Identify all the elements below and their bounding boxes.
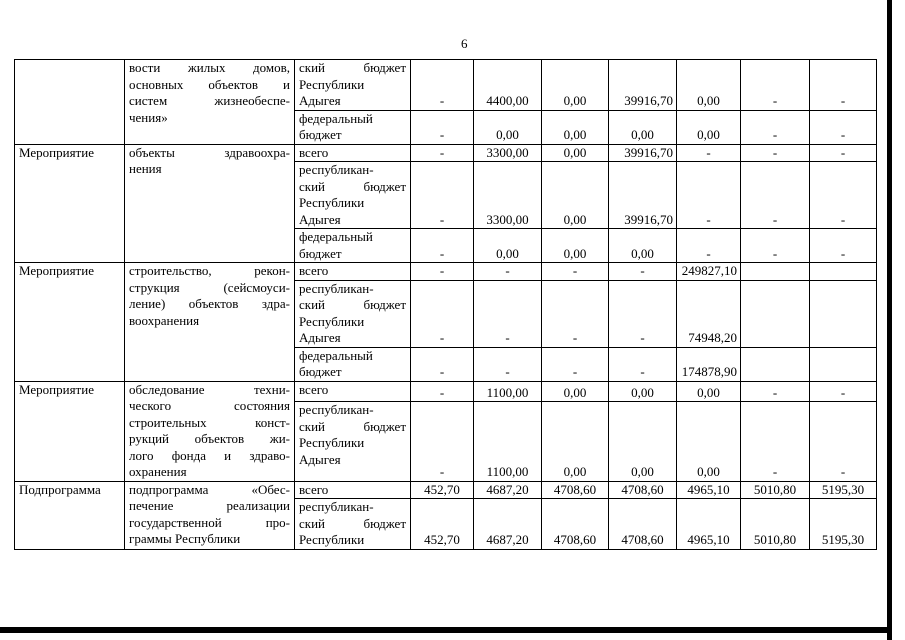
amount-cell: 5195,30	[810, 499, 877, 550]
amount-cell: 1100,00	[474, 402, 542, 481]
amount-cell: 4708,60	[542, 499, 609, 550]
funding-source-line: Адыгея	[299, 93, 341, 108]
measure-description-line: чения»	[129, 109, 168, 125]
measure-description-cell	[125, 263, 295, 382]
amount-cell: -	[411, 280, 474, 347]
measure-type-cell	[15, 60, 125, 145]
measure-type-cell	[15, 481, 125, 549]
amount-cell: -	[810, 162, 877, 229]
measure-type: Мероприятие	[19, 381, 94, 397]
amount-cell: -	[741, 110, 810, 144]
measure-description-line: печение реализации	[129, 498, 290, 513]
funding-source-line: всего	[299, 381, 329, 397]
funding-source-line: всего	[299, 144, 329, 160]
measure-type-cell	[15, 144, 125, 263]
amount-cell: 0,00	[542, 162, 609, 229]
measure-description-line: строительство, рекон-	[129, 263, 290, 278]
amount-cell: 0,00	[677, 60, 741, 111]
funding-source-cell	[295, 60, 411, 111]
amount-cell: 0,00	[542, 144, 609, 162]
amount-cell: -	[810, 229, 877, 263]
measure-description-line: государственной про-	[129, 514, 290, 530]
funding-source-line: всего	[299, 481, 329, 497]
amount-cell: 74948,20	[677, 280, 741, 347]
amount-cell	[810, 280, 877, 347]
amount-cell: 452,70	[411, 481, 474, 499]
amount-cell: 0,00	[474, 229, 542, 263]
amount-cell: -	[609, 263, 677, 281]
measure-description-line: воохранения	[129, 312, 200, 328]
amount-cell: -	[810, 110, 877, 144]
amount-cell: -	[810, 402, 877, 481]
amount-cell: 39916,70	[609, 144, 677, 162]
amount-cell: 4965,10	[677, 481, 741, 499]
funding-source-line: республикан-	[299, 402, 374, 418]
funding-source-cell	[295, 144, 411, 162]
funding-source-line: ский бюджет	[299, 297, 406, 312]
amount-cell: -	[411, 144, 474, 162]
funding-source-line: бюджет	[299, 127, 342, 142]
measure-description-line: обследование техни-	[129, 381, 290, 397]
funding-source-line: Республики	[299, 195, 365, 210]
amount-cell: -	[411, 110, 474, 144]
amount-cell: -	[741, 381, 810, 402]
funding-source-line: республикан-	[299, 280, 374, 296]
measure-description-line: граммы Республики	[129, 531, 241, 546]
amount-cell	[810, 347, 877, 381]
measure-description-cell	[125, 144, 295, 263]
amount-cell: -	[474, 347, 542, 381]
amount-cell: -	[542, 280, 609, 347]
amount-cell: -	[411, 347, 474, 381]
funding-source-line: республикан-	[299, 499, 374, 514]
amount-cell: -	[741, 144, 810, 162]
amount-cell: -	[411, 263, 474, 281]
amount-cell: -	[411, 162, 474, 229]
funding-source-line: Адыгея	[299, 330, 341, 345]
funding-source-line: федеральный	[299, 347, 373, 363]
amount-cell: -	[677, 229, 741, 263]
amount-cell: 249827,10	[677, 263, 741, 281]
funding-source-line: Республики	[299, 532, 365, 547]
measure-type: Подпрограмма	[19, 481, 101, 497]
amount-cell: 1100,00	[474, 381, 542, 402]
funding-source-line: ский бюджет	[299, 60, 406, 75]
table-row	[15, 60, 877, 111]
funding-source-line: всего	[299, 263, 329, 278]
amount-cell: -	[741, 60, 810, 111]
measure-description-line: подпрограмма «Обес-	[129, 481, 290, 497]
amount-cell	[741, 347, 810, 381]
measure-description-line: лого фонда и здраво-	[129, 447, 290, 463]
funding-source-cell	[295, 162, 411, 229]
amount-cell: 3300,00	[474, 162, 542, 229]
amount-cell: 0,00	[542, 381, 609, 402]
table-row	[15, 144, 877, 162]
measure-type-cell	[15, 263, 125, 382]
measure-description-cell	[125, 60, 295, 145]
amount-cell: -	[542, 347, 609, 381]
amount-cell: 4965,10	[677, 499, 741, 550]
funding-source-line: Республики	[299, 76, 365, 92]
measure-description-line: струкция (сейсмоуси-	[129, 279, 290, 295]
amount-cell: -	[677, 162, 741, 229]
funding-source-cell	[295, 263, 411, 281]
amount-cell: -	[810, 60, 877, 111]
measure-description-line: строительных конст-	[129, 414, 290, 430]
funding-source-cell	[295, 280, 411, 347]
amount-cell	[741, 263, 810, 281]
amount-cell: 0,00	[677, 381, 741, 402]
measure-description-line: ление) объектов здра-	[129, 296, 290, 311]
measure-description-line: систем жизнеобеспе-	[129, 93, 290, 108]
funding-source-line: ский бюджет	[299, 178, 406, 194]
measure-type: Мероприятие	[19, 263, 94, 278]
funding-source-line: Адыгея	[299, 211, 341, 227]
amount-cell: -	[810, 144, 877, 162]
funding-source-line: ский бюджет	[299, 515, 406, 531]
amount-cell: 4687,20	[474, 499, 542, 550]
funding-source-cell	[295, 347, 411, 381]
amount-cell: 0,00	[542, 229, 609, 263]
amount-cell: -	[741, 229, 810, 263]
amount-cell: -	[741, 402, 810, 481]
amount-cell: 4708,60	[609, 481, 677, 499]
table-row	[15, 381, 877, 402]
measure-type-cell	[15, 381, 125, 481]
amount-cell: 0,00	[677, 402, 741, 481]
amount-cell: -	[542, 263, 609, 281]
measure-description-line: нения	[129, 161, 162, 176]
amount-cell: 174878,90	[677, 347, 741, 381]
funding-source-cell	[295, 402, 411, 481]
amount-cell: 0,00	[474, 110, 542, 144]
amount-cell: -	[411, 381, 474, 402]
funding-source-line: Республики	[299, 313, 365, 329]
amount-cell: 4400,00	[474, 60, 542, 111]
scan-edge-bottom	[0, 627, 892, 633]
scan-edge-right	[887, 0, 892, 640]
measure-description-line: объекты здравоохра-	[129, 144, 290, 160]
funding-source-cell	[295, 481, 411, 499]
amount-cell: 0,00	[542, 402, 609, 481]
amount-cell: -	[474, 280, 542, 347]
amount-cell: 4687,20	[474, 481, 542, 499]
funding-source-line: бюджет	[299, 245, 342, 261]
funding-source-line: бюджет	[299, 364, 342, 379]
measure-description-cell	[125, 481, 295, 549]
amount-cell: 4708,60	[609, 499, 677, 550]
funding-source-line: федеральный	[299, 110, 373, 126]
measure-description-line: охранения	[129, 464, 187, 479]
amount-cell: 0,00	[609, 110, 677, 144]
amount-cell: 39916,70	[609, 162, 677, 229]
measure-description-line: основных объектов и	[129, 76, 290, 92]
amount-cell: 0,00	[677, 110, 741, 144]
amount-cell	[741, 280, 810, 347]
amount-cell: 452,70	[411, 499, 474, 550]
amount-cell: 4708,60	[542, 481, 609, 499]
table-row	[15, 263, 877, 281]
amount-cell: 0,00	[542, 110, 609, 144]
funding-source-line: федеральный	[299, 229, 373, 244]
funding-source-line: республикан-	[299, 162, 374, 177]
measure-description-line: вости жилых домов,	[129, 60, 290, 75]
amount-cell: -	[677, 144, 741, 162]
funding-source-line: Республики	[299, 435, 365, 451]
amount-cell: 3300,00	[474, 144, 542, 162]
amount-cell: 0,00	[609, 381, 677, 402]
funding-source-line: ский бюджет	[299, 418, 406, 434]
amount-cell: -	[474, 263, 542, 281]
amount-cell: 5010,80	[741, 481, 810, 499]
funding-source-cell	[295, 229, 411, 263]
amount-cell: -	[609, 280, 677, 347]
amount-cell: 5195,30	[810, 481, 877, 499]
amount-cell: -	[411, 229, 474, 263]
amount-cell: 5010,80	[741, 499, 810, 550]
measure-description-cell	[125, 381, 295, 481]
amount-cell: 0,00	[609, 229, 677, 263]
table-row	[15, 481, 877, 499]
funding-source-cell	[295, 499, 411, 550]
amount-cell: 0,00	[609, 402, 677, 481]
amount-cell: -	[741, 162, 810, 229]
funding-source-line: Адыгея	[299, 451, 341, 467]
amount-cell: 39916,70	[609, 60, 677, 111]
amount-cell: -	[609, 347, 677, 381]
amount-cell: -	[411, 60, 474, 111]
budget-table	[14, 59, 877, 550]
funding-source-cell	[295, 110, 411, 144]
amount-cell: 0,00	[542, 60, 609, 111]
amount-cell: -	[810, 381, 877, 402]
measure-description-line: ческого состояния	[129, 398, 290, 413]
amount-cell: -	[411, 402, 474, 481]
measure-description-line: рукций объектов жи-	[129, 431, 290, 446]
amount-cell	[810, 263, 877, 281]
measure-type: Мероприятие	[19, 144, 94, 160]
funding-source-cell	[295, 381, 411, 402]
page-number: 6	[461, 36, 468, 51]
